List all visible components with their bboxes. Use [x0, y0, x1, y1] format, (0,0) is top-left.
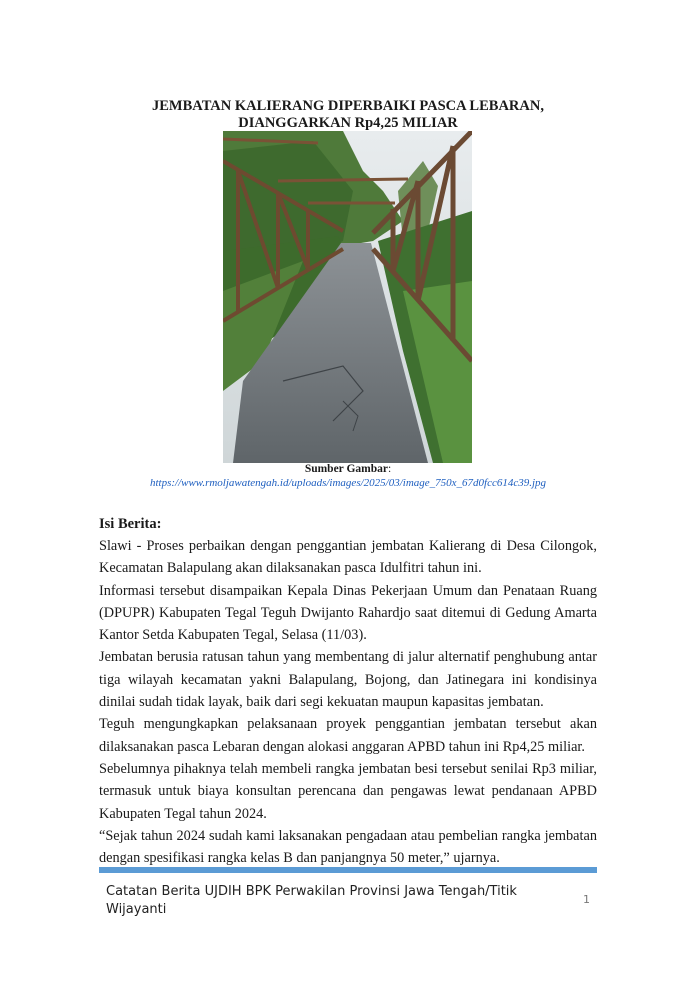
paragraph: Jembatan berusia ratusan tahun yang membentang di jalur alternatif penghubung antar tiga wilayah kecamatan yakni Balapulang, Bojong, dan Jatinegara ini kondisinya dinilai sudah tidak layak, baik dari segi kekuatan maupun kapasitas jembatan.	[99, 649, 597, 711]
article-body	[99, 535, 597, 869]
paragraph: Slawi - Proses perbaikan dengan penggantian jembatan Kalierang di Desa Cilongok, Kecamatan Balapulang akan dilaksanakan pasca Idulfitri tahun ini.	[99, 538, 597, 577]
paragraph: “Sejak tahun 2024 sudah kami laksanakan pengadaan atau pembelian rangka jembatan dengan spesifikasi rangka kelas B dan panjangnya 50 meter,” ujarnya.	[99, 827, 597, 867]
paragraph: Sebelumnya pihaknya telah membeli rangka jembatan besi tersebut senilai Rp3 miliar, termasuk untuk biaya konsultan perencana dan pengawas lewat pendanaan APBD Kabupaten Tegal tahun 2024.	[99, 760, 597, 822]
image-source-colon: :	[387, 463, 392, 475]
bridge-photo	[223, 131, 472, 463]
bridge-illustration	[223, 131, 472, 463]
page-number: 1	[583, 893, 590, 906]
footer-text: Catatan Berita UJDIH BPK Perwakilan Provinsi Jawa Tengah/Titik Wijayanti	[106, 884, 517, 917]
article-title: JEMBATAN KALIERANG DIPERBAIKI PASCA LEBARAN, DIANGGARKAN Rp4,25 MILIAR	[152, 98, 544, 131]
image-source-link[interactable]: https://www.rmoljawatengah.id/uploads/images/2025/03/image_750x_67d0fcc614c39.jpg	[149, 477, 547, 489]
paragraph: Informasi tersebut disampaikan Kepala Dinas Pekerjaan Umum dan Penataan Ruang (DPUPR) Kabupaten Tegal Teguh Dwijanto Rahardjo saat ditemui di Gedung Amarta Kantor Setda Kabupaten Tegal, Selasa (11/03).	[99, 582, 597, 644]
section-heading: Isi Berita:	[99, 516, 162, 532]
paragraph: Teguh mengungkapkan pelaksanaan proyek penggantian jembatan tersebut akan dilaksanakan pasca Lebaran dengan alokasi anggaran APBD tahun ini Rp4,25 miliar.	[99, 716, 597, 755]
footer-divider	[99, 867, 597, 873]
image-source-label	[96, 463, 600, 475]
image-source-label-text: Sumber Gambar	[304, 463, 388, 475]
